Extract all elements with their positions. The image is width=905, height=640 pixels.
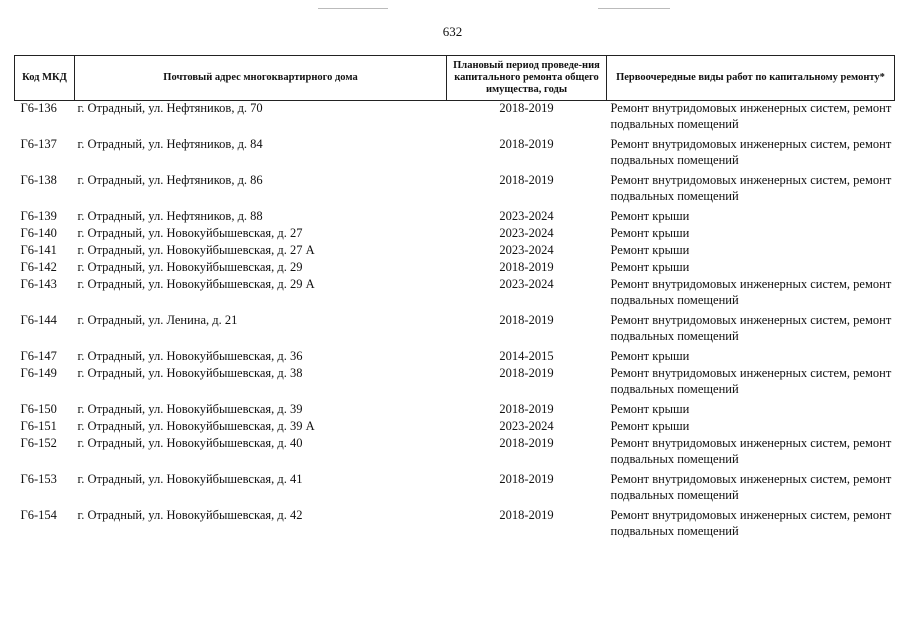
table-row (15, 419, 895, 436)
cell-address: г. Отрадный, ул. Новокуйбышевская, д. 39 (77, 402, 303, 416)
cell-address: г. Отрадный, ул. Нефтяников, д. 86 (77, 173, 263, 187)
table-row (15, 313, 895, 349)
cell-address: г. Отрадный, ул. Новокуйбышевская, д. 38 (77, 366, 303, 380)
cell-code: Г6-140 (20, 226, 57, 240)
table-row (15, 137, 895, 173)
cell-code: Г6-153 (20, 472, 57, 486)
cell-works: Ремонт внутридомовых инженерных систем, ремонт подвальных помещений (610, 173, 892, 203)
cell-code: Г6-144 (20, 313, 57, 327)
cell-code: Г6-150 (20, 402, 57, 416)
scan-artifact-right (598, 8, 670, 9)
cell-address: г. Отрадный, ул. Ленина, д. 21 (77, 313, 238, 327)
table-row (15, 226, 895, 243)
cell-period: 2018-2019 (499, 472, 554, 486)
cell-address: г. Отрадный, ул. Нефтяников, д. 84 (77, 137, 263, 151)
cell-period: 2018-2019 (499, 508, 554, 522)
cell-period: 2023-2024 (499, 226, 554, 240)
table-row (15, 173, 895, 209)
cell-works: Ремонт крыши (610, 226, 690, 240)
page-number: 632 (442, 24, 463, 39)
cell-period: 2018-2019 (499, 436, 554, 450)
cell-code: Г6-137 (20, 137, 57, 151)
cell-address: г. Отрадный, ул. Новокуйбышевская, д. 41 (77, 472, 303, 486)
cell-period: 2018-2019 (499, 313, 554, 327)
table-header-row (15, 56, 895, 101)
cell-code: Г6-139 (20, 209, 57, 223)
cell-address: г. Отрадный, ул. Новокуйбышевская, д. 27 (77, 226, 303, 240)
cell-period: 2018-2019 (499, 173, 554, 187)
cell-period: 2018-2019 (499, 366, 554, 380)
cell-address: г. Отрадный, ул. Нефтяников, д. 70 (77, 101, 263, 115)
cell-address: г. Отрадный, ул. Новокуйбышевская, д. 27 А (77, 243, 315, 257)
cell-works: Ремонт крыши (610, 209, 690, 223)
cell-address: г. Отрадный, ул. Новокуйбышевская, д. 40 (77, 436, 303, 450)
cell-period: 2018-2019 (499, 101, 554, 115)
cell-address: г. Отрадный, ул. Нефтяников, д. 88 (77, 209, 263, 223)
table-row (15, 508, 895, 544)
cell-works: Ремонт крыши (610, 260, 690, 274)
cell-period: 2023-2024 (499, 209, 554, 223)
scan-artifact-left (318, 8, 388, 9)
cell-address: г. Отрадный, ул. Новокуйбышевская, д. 36 (77, 349, 303, 363)
cell-works: Ремонт крыши (610, 349, 690, 363)
cell-code: Г6-152 (20, 436, 57, 450)
cell-works: Ремонт внутридомовых инженерных систем, ремонт подвальных помещений (610, 101, 892, 131)
table-row (15, 209, 895, 226)
cell-code: Г6-151 (20, 419, 57, 433)
cell-code: Г6-154 (20, 508, 57, 522)
cell-works: Ремонт крыши (610, 402, 690, 416)
table-row (15, 402, 895, 419)
header-code: Код МКД (15, 56, 75, 101)
cell-period: 2018-2019 (499, 260, 554, 274)
cell-works: Ремонт крыши (610, 419, 690, 433)
cell-address: г. Отрадный, ул. Новокуйбышевская, д. 29 (77, 260, 303, 274)
cell-address: г. Отрадный, ул. Новокуйбышевская, д. 29 А (77, 277, 315, 291)
cell-code: Г6-138 (20, 173, 57, 187)
table-row (15, 243, 895, 260)
cell-code: Г6-143 (20, 277, 57, 291)
cell-period: 2023-2024 (499, 243, 554, 257)
table-row (15, 101, 895, 138)
cell-period: 2014-2015 (499, 349, 554, 363)
table-row (15, 436, 895, 472)
cell-works: Ремонт внутридомовых инженерных систем, ремонт подвальных помещений (610, 436, 892, 466)
cell-address: г. Отрадный, ул. Новокуйбышевская, д. 42 (77, 508, 303, 522)
cell-works: Ремонт внутридомовых инженерных систем, ремонт подвальных помещений (610, 472, 892, 502)
cell-code: Г6-147 (20, 349, 57, 363)
cell-code: Г6-149 (20, 366, 57, 380)
cell-code: Г6-142 (20, 260, 57, 274)
cell-works: Ремонт внутридомовых инженерных систем, ремонт подвальных помещений (610, 137, 892, 167)
table-body (15, 101, 895, 545)
cell-works: Ремонт внутридомовых инженерных систем, ремонт подвальных помещений (610, 366, 892, 396)
cell-works: Ремонт внутридомовых инженерных систем, ремонт подвальных помещений (610, 508, 892, 538)
header-works: Первоочередные виды работ по капитальному ремонту* (607, 56, 895, 101)
table-row (15, 260, 895, 277)
repair-schedule-table (14, 55, 895, 544)
cell-code: Г6-136 (20, 101, 57, 115)
cell-works: Ремонт внутридомовых инженерных систем, ремонт подвальных помещений (610, 313, 892, 343)
header-address: Почтовый адрес многоквартирного дома (75, 56, 447, 101)
cell-works: Ремонт внутридомовых инженерных систем, ремонт подвальных помещений (610, 277, 892, 307)
table-row (15, 366, 895, 402)
table-row (15, 472, 895, 508)
cell-period: 2018-2019 (499, 137, 554, 151)
cell-code: Г6-141 (20, 243, 57, 257)
cell-period: 2018-2019 (499, 402, 554, 416)
table-row (15, 349, 895, 366)
cell-address: г. Отрадный, ул. Новокуйбышевская, д. 39 А (77, 419, 315, 433)
cell-period: 2023-2024 (499, 419, 554, 433)
table-row (15, 277, 895, 313)
cell-works: Ремонт крыши (610, 243, 690, 257)
cell-period: 2023-2024 (499, 277, 554, 291)
header-period: Плановый период проведе-ния капитального ремонта общего имущества, годы (447, 56, 607, 101)
